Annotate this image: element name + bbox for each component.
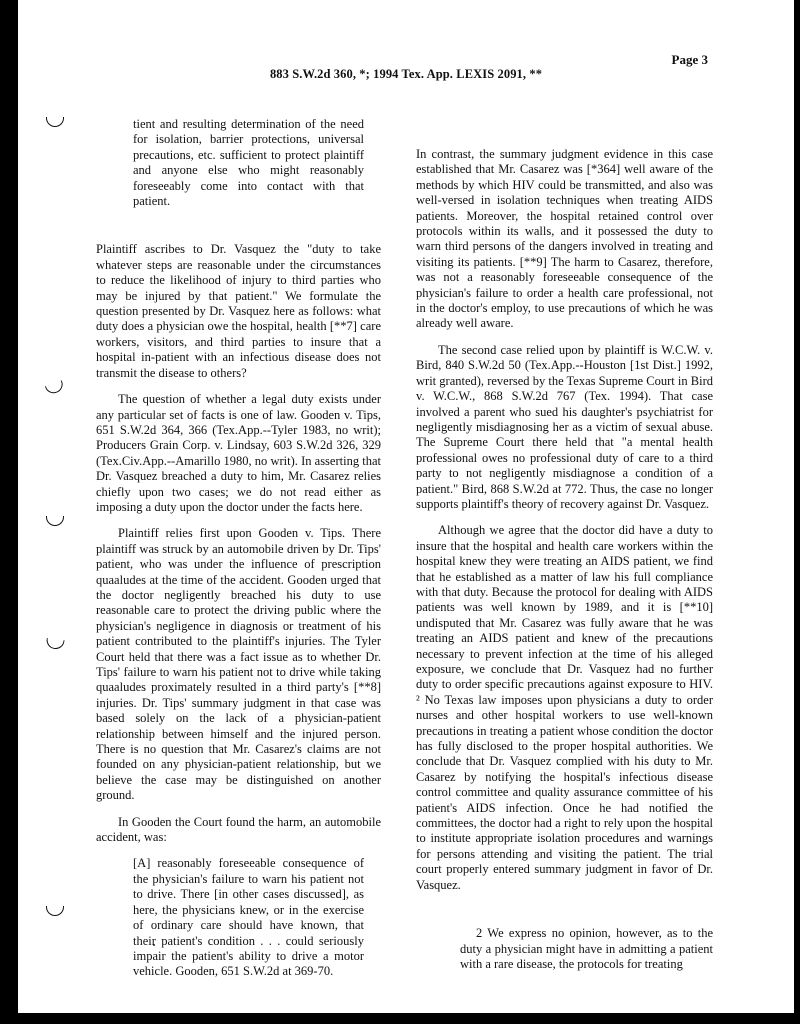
paragraph: The second case relied upon by plaintiff is W.C.W. v. Bird, 840 S.W.2d 50 (Tex.App.--Houston [1st Dist.] 1992, writ granted), reversed by the Texas Supreme Court in Bird v. W.C.W., 868 S.W.2d 767 (Tex. 1994). That case involved a parent who sued his daughter's psychiatrist for negligently misdiagnosing her as a victim of sexual abuse. The Supreme Court there held that "a mental health professional owes no professional duty of care to a third party to not negligently misdiagnose a condition of a patient." Bird, 868 S.W.2d at 772. Thus, the case no longer supports plaintiff's theory of recovery against Dr. Vasquez. (416, 342, 713, 511)
block-quote: tient and resulting determination of the need for isolation, barrier protections, universal precautions, etc. sufficient to protect plaintiff and anyone else who might reasonably foreseeably come into contact with that patient. (133, 117, 364, 209)
left-column (96, 117, 381, 980)
running-head: 883 S.W.2d 360, *; 1994 Tex. App. LEXIS 2091, ** (269, 67, 543, 81)
paragraph: The question of whether a legal duty exists under any particular set of facts is one of law. Gooden v. Tips, 651 S.W.2d 364, 366 (Tex.App.--Tyler 1983, no writ); Producers Grain Corp. v. Lindsay, 603 S.W.2d 326, 329 (Tex.Civ.App.--Amarillo 1980, no writ). In asserting that Dr. Vasquez breached a duty to him, Mr. Casarez relies chiefly upon two cases; we do not read either as imposing a duty upon the doctor under the facts here. (96, 392, 381, 514)
paragraph: Plaintiff ascribes to Dr. Vasquez the "duty to take whatever steps are reasonable under the circumstances to reduce the likelihood of injury to third parties who may be injured by that patient." We formulate the question presented by Dr. Vasquez here as follows: what duty does a physician owe the hospital, health [**7] care workers, visitors, and third parties to insure that a hospital in-patient with an infectious disease does not transmit the disease to others? (96, 242, 381, 380)
footnote: 2 We express no opinion, however, as to the duty a physician might have in admitting a patient with a rare disease, the protocols for treating (460, 926, 713, 971)
right-column (416, 147, 713, 972)
paragraph: Although we agree that the doctor did have a duty to insure that the hospital and health care workers within the hospital knew they were treating an AIDS patient, we find that he established as a matter of law his full compliance with that duty. Because the protocol for dealing with AIDS patients was well known by 1989, and it is [**10] undisputed that Mr. Casarez was fully aware that he was treating an AIDS patient and knew of the precautions necessary to prevent infection at the time of his alleged exposure, we conclude that Dr. Vasquez had no further duty to order specific precautions against exposure to HIV. ² No Texas law imposes upon physicians a duty to order nurses and other hospital workers to use well-known precautions in treating a patient whose condition the doctor has fully disclosed to the proper hospital authorities. We conclude that Dr. Vasquez complied with his duty to Mr. Casarez by notifying the hospital's infectious disease control committee and quality assurance committee of his patient's AIDS infection. Once he had notified the committees, the doctor had a right to rely upon the hospital to institute appropriate isolation procedures and warnings for persons attending and visiting the patient. The trial court properly entered summary judgment in favor of Dr. Vasquez. (416, 523, 713, 892)
page-number: Page 3 (671, 52, 708, 67)
paragraph: In Gooden the Court found the harm, an automobile accident, was: (96, 814, 381, 845)
margin-mark (46, 906, 64, 916)
margin-mark (46, 117, 64, 127)
paragraph: In contrast, the summary judgment evidence in this case established that Mr. Casarez was [*364] well aware of the methods by which HIV could be transmitted, and also was well-versed in isolation techniques when treating AIDS patients. Moreover, the hospital retained control over protocols within its walls, and it possessed the duty to warn third persons of the dangers involved in treating and visiting its patients. [**9] The harm to Casarez, therefore, was not a reasonably foreseeable consequence of the physician's failure to order a health care professional, not in the doctor's employ, to use precautions of which he was already well aware. (416, 147, 713, 331)
margin-mark (46, 516, 64, 526)
margin-mark (45, 380, 65, 396)
paragraph: Plaintiff relies first upon Gooden v. Tips. There plaintiff was struck by an automobile driven by Dr. Tips' patient, who was under the influence of prescription quaaludes at the time of the accident. Gooden urged that the doctor negligently breached his duty to use reasonable care to protect the driving public where the physician's negligence in diagnosis or treatment of his patient contributed to the plaintiff's injuries. The Tyler Court held that there was a fact issue as to whether Dr. Tips' failure to warn his patient not to drive while taking quaaludes proximately resulted in a third party's [**8] injuries. Dr. Tips' summary judgment in that case was based solely on the lack of a physician-patient relationship between himself and the injured person. There is no question that Mr. Casarez's claims are not founded on any physician-patient relationship, but we believe the case may be distinguished on another ground. (96, 526, 381, 803)
margin-mark (45, 638, 64, 650)
block-quote: [A] reasonably foreseeable consequence of the physician's failure to warn his patient not to drive. There [in other cases discussed], as here, the physicians knew, or in the exercise of ordinary care should have known, that their patient's condition . . . could seriously impair the patient's ability to drive a motor vehicle. Gooden, 651 S.W.2d at 369-70. (133, 856, 364, 979)
document-page (18, 0, 794, 1013)
